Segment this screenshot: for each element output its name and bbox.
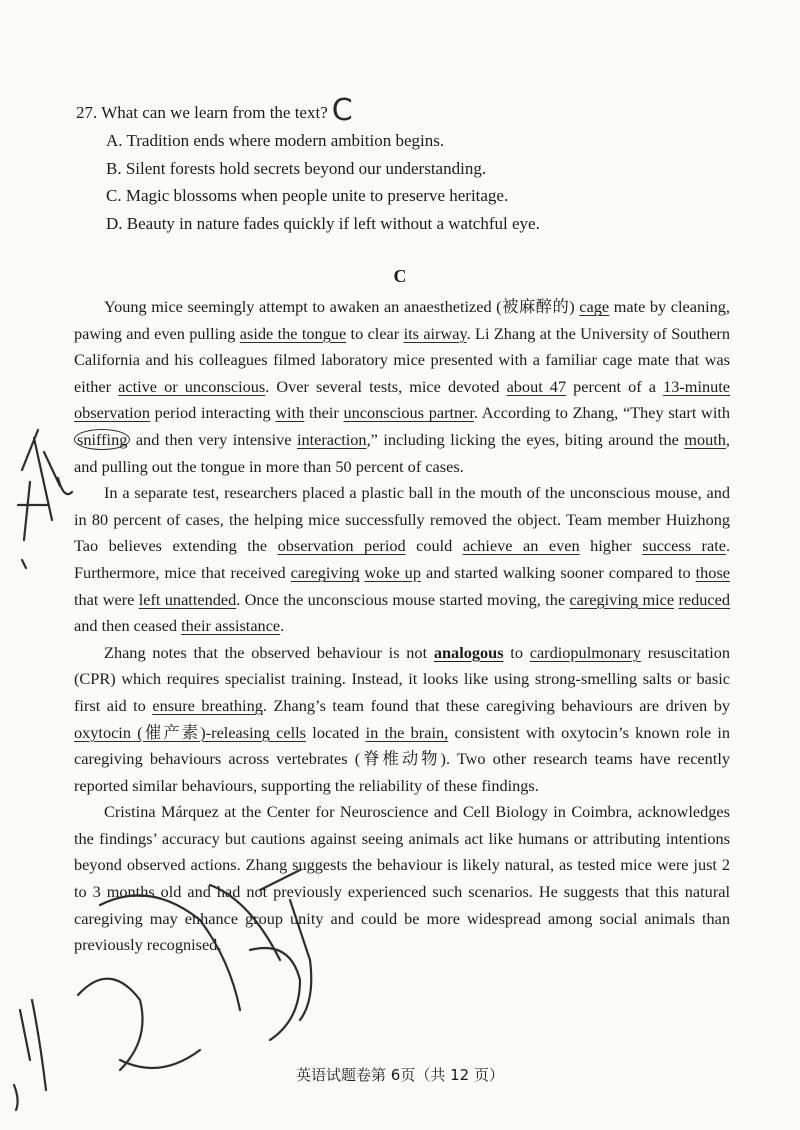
option-c: C. Magic blossoms when people unite to preserve heritage. <box>106 186 509 205</box>
option-a: A. Tradition ends where modern ambition begins. <box>106 131 445 150</box>
paragraph-1: Young mice seemingly attempt to awaken an anaesthetized (被麻醉的) cage mate by cleaning, pawing and even pulling aside the tongue to clear its airway. Li Zhang at the University of Southern California and his colleagues filmed laboratory mice presented with a familiar cage mate that was either active or unconscious. Over several tests, mice devoted about 47 percent of a 13-minute observation period interacting with their unconscious partner. According to Zhang, “They start with sniffing and then very intensive interaction,” including licking the eyes, biting around the mouth, and pulling out the tongue in more than 50 percent of cases. <box>74 297 731 476</box>
circled-word: sniffing <box>74 429 130 450</box>
page-footer: 英语试题卷第 6页（共 12 页） <box>296 1066 504 1084</box>
paragraph-3: Zhang notes that the observed behaviour is not analogous to cardiopulmonary resuscitation (CPR) which requires specialist training. Instead, it looks like using strong-smelling salts or basic first aid to ensure breathing. Zhang’s team found that these caregiving behaviours are driven by oxytocin (催产素)-releasing cells located in the brain, consistent with oxytocin’s known role in caregiving behaviours across vertebrates (脊椎动物). Two other research teams have recently reported similar behaviours, supporting the reliability of these findings. <box>74 642 731 795</box>
reading-passage <box>74 294 730 959</box>
section-title: C <box>393 266 407 286</box>
paragraph-2: In a separate test, researchers placed a plastic ball in the mouth of the unconscious mouse, and in 80 percent of cases, the helping mice successfully removed the object. Team member Huizhong Tao believes extending the observation period could achieve an even higher success rate. Furthermore, mice that received caregiving woke up and started walking sooner compared to those that were left unattended. Once the unconscious mouse started moving, the caregiving mice reduced and then ceased their assistance. <box>74 483 731 636</box>
option-d: D. Beauty in nature fades quickly if left without a watchful eye. <box>106 213 540 233</box>
question-stem: 27. What can we learn from the text? C <box>76 93 353 128</box>
margin-tick <box>22 560 26 568</box>
paragraph-4: Cristina Márquez at the Center for Neuroscience and Cell Biology in Coimbra, acknowledges the findings’ accuracy but cautions against seeing animals act like humans or attributing intentions beyond observed actions. Zhang suggests the behaviour is likely natural, as tested mice were just 2 to 3 months old and had not previously experienced such scenarios. He suggests that this natural caregiving may enhance group unity and could be more widespread among social animals than previously recognised. <box>74 802 730 955</box>
handwritten-answer: C <box>331 93 353 128</box>
answer-options <box>106 127 756 237</box>
option-b: B. Silent forests hold secrets beyond our understanding. <box>106 158 487 178</box>
question-27 <box>76 93 756 237</box>
margin-scribble-top <box>18 430 72 540</box>
key-word: analogous <box>433 642 504 662</box>
